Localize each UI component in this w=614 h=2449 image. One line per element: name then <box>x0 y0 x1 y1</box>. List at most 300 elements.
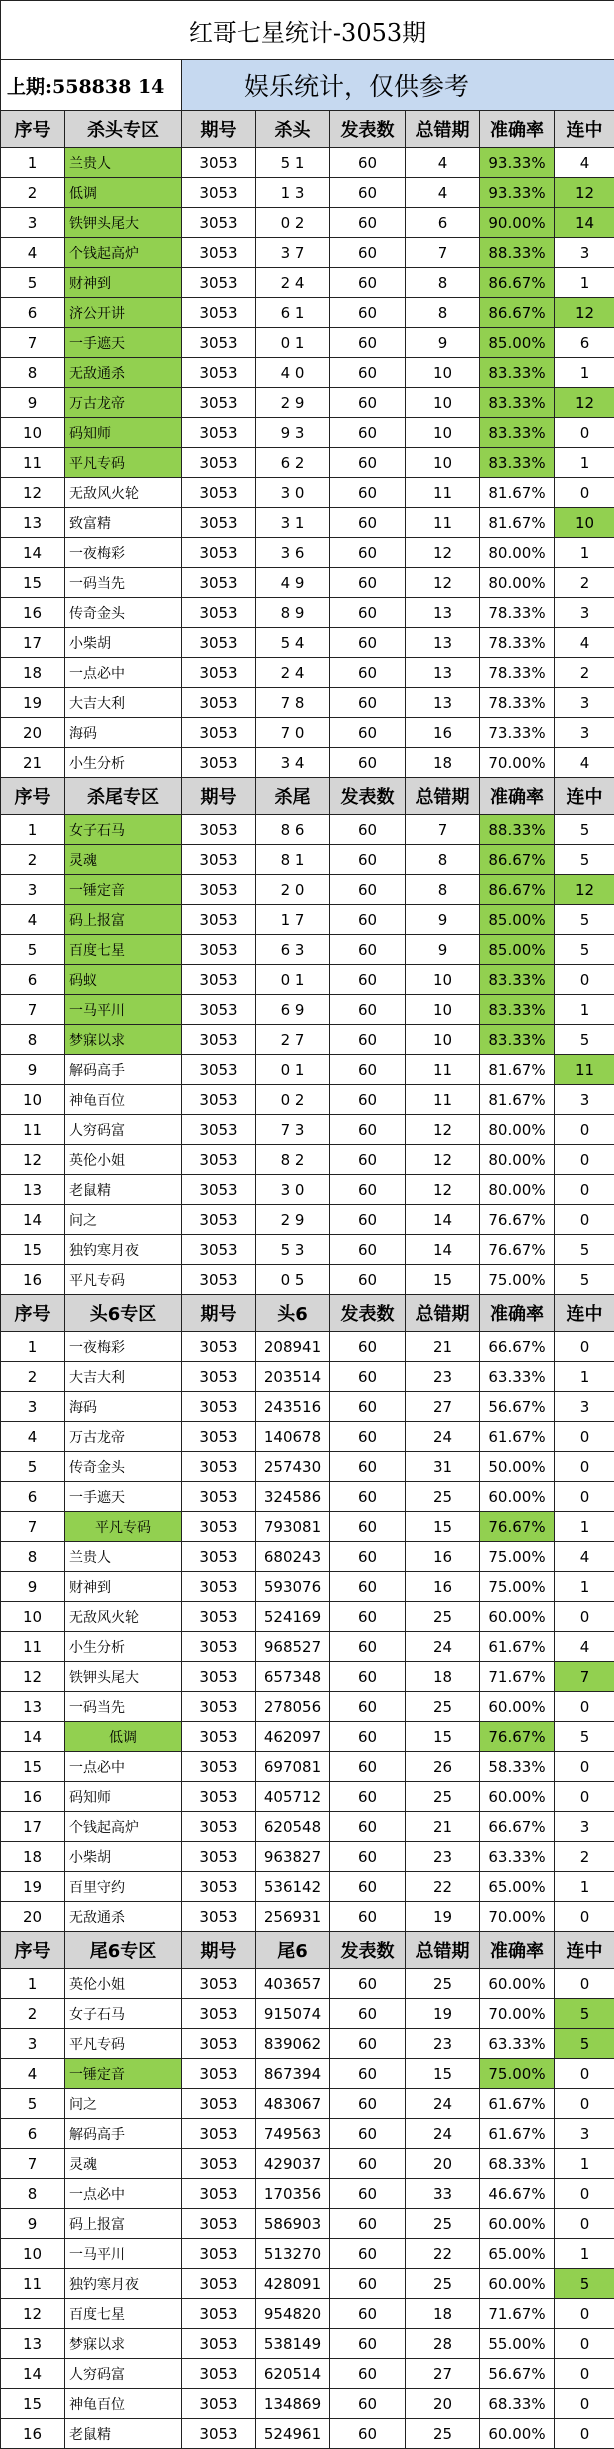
table-row <box>1 1332 614 1362</box>
streak-count: 1 <box>555 1572 614 1602</box>
predictor-name: 传奇金头 <box>65 598 182 628</box>
accuracy-rate: 80.00% <box>480 538 555 568</box>
miss-count: 11 <box>406 478 480 508</box>
streak-count: 5 <box>555 1235 614 1265</box>
prediction-value: 3 7 <box>256 238 330 268</box>
accuracy-rate: 85.00% <box>480 905 555 935</box>
period-number: 3053 <box>182 995 256 1025</box>
period-number: 3053 <box>182 1025 256 1055</box>
prediction-value: 5 3 <box>256 1235 330 1265</box>
predictor-name: 码上报富 <box>65 2209 182 2239</box>
streak-count: 10 <box>555 508 614 538</box>
header-zone: 头6专区 <box>65 1295 182 1332</box>
table-row <box>1 1055 614 1085</box>
table-row <box>1 2029 614 2059</box>
table-row <box>1 2359 614 2389</box>
accuracy-rate: 83.33% <box>480 448 555 478</box>
row-number: 8 <box>1 1025 65 1055</box>
accuracy-rate: 83.33% <box>480 388 555 418</box>
miss-count: 23 <box>406 1842 480 1872</box>
miss-count: 6 <box>406 208 480 238</box>
miss-count: 13 <box>406 688 480 718</box>
period-number: 3053 <box>182 1452 256 1482</box>
table-row <box>1 1392 614 1422</box>
row-number: 12 <box>1 1662 65 1692</box>
period-number: 3053 <box>182 568 256 598</box>
slogan-banner: 娱乐统计，仅供参考 <box>182 60 614 111</box>
predictor-name: 济公开讲 <box>65 298 182 328</box>
accuracy-rate: 78.33% <box>480 628 555 658</box>
table-row <box>1 1265 614 1295</box>
miss-count: 23 <box>406 2029 480 2059</box>
prediction-value: 793081 <box>256 1512 330 1542</box>
predictor-name: 无敌风火轮 <box>65 478 182 508</box>
accuracy-rate: 93.33% <box>480 148 555 178</box>
period-number: 3053 <box>182 1969 256 1999</box>
table-row <box>1 718 614 748</box>
post-count: 60 <box>330 1265 406 1295</box>
prediction-value: 620548 <box>256 1812 330 1842</box>
accuracy-rate: 60.00% <box>480 1482 555 1512</box>
prediction-value: 6 1 <box>256 298 330 328</box>
period-number: 3053 <box>182 2419 256 2449</box>
accuracy-rate: 80.00% <box>480 1145 555 1175</box>
predictor-name: 老鼠精 <box>65 2419 182 2449</box>
streak-count: 3 <box>555 1812 614 1842</box>
table-row <box>1 2239 614 2269</box>
post-count: 60 <box>330 1632 406 1662</box>
streak-count: 1 <box>555 2149 614 2179</box>
row-number: 9 <box>1 1572 65 1602</box>
post-count: 60 <box>330 1392 406 1422</box>
post-count: 60 <box>330 2179 406 2209</box>
header-count: 发表数 <box>330 1932 406 1969</box>
streak-count: 3 <box>555 598 614 628</box>
accuracy-rate: 90.00% <box>480 208 555 238</box>
streak-count: 2 <box>555 1842 614 1872</box>
prediction-value: 839062 <box>256 2029 330 2059</box>
predictor-name: 一点必中 <box>65 1752 182 1782</box>
miss-count: 22 <box>406 1872 480 1902</box>
table-row <box>1 1085 614 1115</box>
predictor-name: 一夜梅彩 <box>65 538 182 568</box>
prediction-value: 6 3 <box>256 935 330 965</box>
prediction-value: 524961 <box>256 2419 330 2449</box>
row-number: 7 <box>1 995 65 1025</box>
miss-count: 16 <box>406 718 480 748</box>
table-row <box>1 388 614 418</box>
post-count: 60 <box>330 1482 406 1512</box>
header-value: 杀尾 <box>256 778 330 815</box>
streak-count: 0 <box>555 1692 614 1722</box>
accuracy-rate: 68.33% <box>480 2389 555 2419</box>
streak-count: 11 <box>555 1055 614 1085</box>
table-row <box>1 658 614 688</box>
period-number: 3053 <box>182 1332 256 1362</box>
period-number: 3053 <box>182 268 256 298</box>
predictor-name: 百里守约 <box>65 1872 182 1902</box>
prediction-value: 243516 <box>256 1392 330 1422</box>
table-row <box>1 935 614 965</box>
miss-count: 18 <box>406 1662 480 1692</box>
row-number: 19 <box>1 688 65 718</box>
header-no: 序号 <box>1 778 65 815</box>
streak-count: 0 <box>555 2329 614 2359</box>
table-row <box>1 748 614 778</box>
table-row <box>1 328 614 358</box>
streak-count: 1 <box>555 268 614 298</box>
streak-count: 0 <box>555 1422 614 1452</box>
predictor-name: 铁钾头尾大 <box>65 1662 182 1692</box>
post-count: 60 <box>330 2149 406 2179</box>
miss-count: 15 <box>406 1512 480 1542</box>
row-number: 11 <box>1 1115 65 1145</box>
prediction-value: 0 1 <box>256 328 330 358</box>
prediction-value: 3 1 <box>256 508 330 538</box>
streak-count: 12 <box>555 388 614 418</box>
prediction-value: 0 2 <box>256 1085 330 1115</box>
predictor-name: 小生分析 <box>65 1632 182 1662</box>
accuracy-rate: 83.33% <box>480 1025 555 1055</box>
accuracy-rate: 81.67% <box>480 1055 555 1085</box>
predictor-name: 兰贵人 <box>65 1542 182 1572</box>
post-count: 60 <box>330 268 406 298</box>
streak-count: 4 <box>555 628 614 658</box>
miss-count: 23 <box>406 1362 480 1392</box>
period-number: 3053 <box>182 2179 256 2209</box>
post-count: 60 <box>330 2389 406 2419</box>
period-number: 3053 <box>182 815 256 845</box>
predictor-name: 一码当先 <box>65 568 182 598</box>
prediction-value: 963827 <box>256 1842 330 1872</box>
miss-count: 14 <box>406 1205 480 1235</box>
header-value: 杀头 <box>256 111 330 148</box>
predictor-name: 码上报富 <box>65 905 182 935</box>
streak-count: 12 <box>555 178 614 208</box>
period-number: 3053 <box>182 1205 256 1235</box>
period-number: 3053 <box>182 1055 256 1085</box>
table-row <box>1 538 614 568</box>
period-number: 3053 <box>182 2299 256 2329</box>
table-row <box>1 1722 614 1752</box>
table-row <box>1 1902 614 1932</box>
miss-count: 8 <box>406 298 480 328</box>
prediction-value: 483067 <box>256 2089 330 2119</box>
predictor-name: 一码当先 <box>65 1692 182 1722</box>
miss-count: 10 <box>406 418 480 448</box>
header-streak: 连中 <box>555 778 614 815</box>
predictor-name: 女子石马 <box>65 815 182 845</box>
streak-count: 5 <box>555 935 614 965</box>
miss-count: 19 <box>406 1902 480 1932</box>
streak-count: 1 <box>555 2239 614 2269</box>
miss-count: 15 <box>406 1265 480 1295</box>
table-row <box>1 1145 614 1175</box>
miss-count: 11 <box>406 508 480 538</box>
predictor-name: 海码 <box>65 718 182 748</box>
accuracy-rate: 65.00% <box>480 2239 555 2269</box>
accuracy-rate: 86.67% <box>480 298 555 328</box>
table-row <box>1 208 614 238</box>
post-count: 60 <box>330 208 406 238</box>
prediction-value: 586903 <box>256 2209 330 2239</box>
row-number: 1 <box>1 148 65 178</box>
miss-count: 25 <box>406 1969 480 1999</box>
prediction-value: 134869 <box>256 2389 330 2419</box>
prediction-value: 0 2 <box>256 208 330 238</box>
miss-count: 31 <box>406 1452 480 1482</box>
accuracy-rate: 55.00% <box>480 2329 555 2359</box>
period-number: 3053 <box>182 2089 256 2119</box>
post-count: 60 <box>330 1812 406 1842</box>
row-number: 3 <box>1 1392 65 1422</box>
table-row <box>1 2389 614 2419</box>
predictor-name: 解码高手 <box>65 2119 182 2149</box>
streak-count: 4 <box>555 1632 614 1662</box>
prediction-value: 915074 <box>256 1999 330 2029</box>
streak-count: 12 <box>555 875 614 905</box>
post-count: 60 <box>330 1662 406 1692</box>
post-count: 60 <box>330 1332 406 1362</box>
period-number: 3053 <box>182 1362 256 1392</box>
table-row <box>1 905 614 935</box>
streak-count: 5 <box>555 1999 614 2029</box>
previous-result: 上期:558838 14 <box>1 60 182 111</box>
post-count: 60 <box>330 1602 406 1632</box>
period-number: 3053 <box>182 845 256 875</box>
predictor-name: 神龟百位 <box>65 2389 182 2419</box>
row-number: 13 <box>1 2329 65 2359</box>
header-count: 发表数 <box>330 111 406 148</box>
prediction-value: 867394 <box>256 2059 330 2089</box>
period-number: 3053 <box>182 1692 256 1722</box>
period-number: 3053 <box>182 148 256 178</box>
period-number: 3053 <box>182 2329 256 2359</box>
post-count: 60 <box>330 2359 406 2389</box>
accuracy-rate: 71.67% <box>480 1662 555 1692</box>
accuracy-rate: 60.00% <box>480 1692 555 1722</box>
predictor-name: 平凡专码 <box>65 448 182 478</box>
header-period: 期号 <box>182 778 256 815</box>
period-number: 3053 <box>182 358 256 388</box>
predictor-name: 独钓寒月夜 <box>65 1235 182 1265</box>
row-number: 7 <box>1 2149 65 2179</box>
period-number: 3053 <box>182 1235 256 1265</box>
miss-count: 18 <box>406 748 480 778</box>
section-header-row <box>1 778 614 815</box>
post-count: 60 <box>330 1969 406 1999</box>
predictor-name: 小柴胡 <box>65 1842 182 1872</box>
miss-count: 21 <box>406 1332 480 1362</box>
accuracy-rate: 70.00% <box>480 1999 555 2029</box>
predictor-name: 低调 <box>65 1722 182 1752</box>
miss-count: 13 <box>406 598 480 628</box>
row-number: 18 <box>1 1842 65 1872</box>
miss-count: 24 <box>406 2089 480 2119</box>
accuracy-rate: 85.00% <box>480 935 555 965</box>
table-row <box>1 2179 614 2209</box>
accuracy-rate: 56.67% <box>480 2359 555 2389</box>
streak-count: 5 <box>555 815 614 845</box>
predictor-name: 一手遮天 <box>65 1482 182 1512</box>
predictor-name: 一夜梅彩 <box>65 1332 182 1362</box>
prediction-value: 5 1 <box>256 148 330 178</box>
predictor-name: 问之 <box>65 2089 182 2119</box>
period-number: 3053 <box>182 448 256 478</box>
row-number: 20 <box>1 718 65 748</box>
header-period: 期号 <box>182 1295 256 1332</box>
streak-count: 0 <box>555 2089 614 2119</box>
predictor-name: 无敌风火轮 <box>65 1602 182 1632</box>
table-row <box>1 1662 614 1692</box>
post-count: 60 <box>330 478 406 508</box>
accuracy-rate: 86.67% <box>480 845 555 875</box>
predictor-name: 灵魂 <box>65 845 182 875</box>
table-row <box>1 1872 614 1902</box>
miss-count: 10 <box>406 388 480 418</box>
prediction-value: 968527 <box>256 1632 330 1662</box>
accuracy-rate: 58.33% <box>480 1752 555 1782</box>
predictor-name: 个钱起高炉 <box>65 238 182 268</box>
prediction-value: 208941 <box>256 1332 330 1362</box>
accuracy-rate: 46.67% <box>480 2179 555 2209</box>
post-count: 60 <box>330 1782 406 1812</box>
prediction-value: 203514 <box>256 1362 330 1392</box>
streak-count: 0 <box>555 1602 614 1632</box>
predictor-name: 兰贵人 <box>65 148 182 178</box>
prediction-value: 278056 <box>256 1692 330 1722</box>
post-count: 60 <box>330 905 406 935</box>
streak-count: 5 <box>555 1265 614 1295</box>
streak-count: 0 <box>555 478 614 508</box>
row-number: 11 <box>1 448 65 478</box>
accuracy-rate: 83.33% <box>480 358 555 388</box>
prediction-value: 2 9 <box>256 1205 330 1235</box>
post-count: 60 <box>330 1872 406 1902</box>
accuracy-rate: 50.00% <box>480 1452 555 1482</box>
accuracy-rate: 93.33% <box>480 178 555 208</box>
accuracy-rate: 76.67% <box>480 1722 555 1752</box>
post-count: 60 <box>330 1842 406 1872</box>
row-number: 21 <box>1 748 65 778</box>
prediction-value: 954820 <box>256 2299 330 2329</box>
prediction-value: 2 9 <box>256 388 330 418</box>
predictor-name: 海码 <box>65 1392 182 1422</box>
post-count: 60 <box>330 845 406 875</box>
row-number: 15 <box>1 568 65 598</box>
miss-count: 25 <box>406 1482 480 1512</box>
streak-count: 0 <box>555 2419 614 2449</box>
streak-count: 0 <box>555 1145 614 1175</box>
post-count: 60 <box>330 568 406 598</box>
miss-count: 9 <box>406 328 480 358</box>
miss-count: 7 <box>406 815 480 845</box>
miss-count: 14 <box>406 1235 480 1265</box>
period-number: 3053 <box>182 2029 256 2059</box>
period-number: 3053 <box>182 748 256 778</box>
row-number: 10 <box>1 2239 65 2269</box>
streak-count: 1 <box>555 1512 614 1542</box>
table-row <box>1 2119 614 2149</box>
accuracy-rate: 60.00% <box>480 1782 555 1812</box>
prediction-value: 8 6 <box>256 815 330 845</box>
period-number: 3053 <box>182 905 256 935</box>
streak-count: 3 <box>555 2119 614 2149</box>
post-count: 60 <box>330 875 406 905</box>
post-count: 60 <box>330 1542 406 1572</box>
accuracy-rate: 60.00% <box>480 1969 555 1999</box>
post-count: 60 <box>330 448 406 478</box>
header-value: 尾6 <box>256 1932 330 1969</box>
header-miss: 总错期 <box>406 1295 480 1332</box>
streak-count: 0 <box>555 418 614 448</box>
streak-count: 5 <box>555 845 614 875</box>
miss-count: 24 <box>406 1422 480 1452</box>
predictor-name: 一马平川 <box>65 995 182 1025</box>
row-number: 12 <box>1 478 65 508</box>
row-number: 15 <box>1 2389 65 2419</box>
predictor-name: 平凡专码 <box>65 2029 182 2059</box>
post-count: 60 <box>330 1115 406 1145</box>
miss-count: 27 <box>406 1392 480 1422</box>
table-row <box>1 1512 614 1542</box>
table-row <box>1 1452 614 1482</box>
row-number: 9 <box>1 1055 65 1085</box>
post-count: 60 <box>330 1205 406 1235</box>
row-number: 8 <box>1 2179 65 2209</box>
header-zone: 尾6专区 <box>65 1932 182 1969</box>
miss-count: 25 <box>406 2269 480 2299</box>
streak-count: 4 <box>555 148 614 178</box>
prediction-value: 5 4 <box>256 628 330 658</box>
streak-count: 5 <box>555 2029 614 2059</box>
post-count: 60 <box>330 238 406 268</box>
post-count: 60 <box>330 718 406 748</box>
prediction-value: 257430 <box>256 1452 330 1482</box>
streak-count: 3 <box>555 688 614 718</box>
table-row <box>1 2329 614 2359</box>
table-row <box>1 815 614 845</box>
prediction-value: 2 4 <box>256 658 330 688</box>
period-number: 3053 <box>182 965 256 995</box>
table-row <box>1 508 614 538</box>
prediction-value: 2 4 <box>256 268 330 298</box>
row-number: 14 <box>1 2359 65 2389</box>
row-number: 9 <box>1 388 65 418</box>
accuracy-rate: 61.67% <box>480 2119 555 2149</box>
row-number: 13 <box>1 508 65 538</box>
post-count: 60 <box>330 935 406 965</box>
table-row <box>1 2089 614 2119</box>
period-number: 3053 <box>182 418 256 448</box>
table-row <box>1 845 614 875</box>
accuracy-rate: 81.67% <box>480 1085 555 1115</box>
streak-count: 0 <box>555 1782 614 1812</box>
post-count: 60 <box>330 1722 406 1752</box>
miss-count: 13 <box>406 628 480 658</box>
period-number: 3053 <box>182 2209 256 2239</box>
table-row <box>1 1175 614 1205</box>
header-rate: 准确率 <box>480 1295 555 1332</box>
post-count: 60 <box>330 1175 406 1205</box>
prediction-value: 697081 <box>256 1752 330 1782</box>
accuracy-rate: 70.00% <box>480 1902 555 1932</box>
header-miss: 总错期 <box>406 778 480 815</box>
row-number: 8 <box>1 358 65 388</box>
accuracy-rate: 78.33% <box>480 598 555 628</box>
predictor-name: 一锤定音 <box>65 2059 182 2089</box>
accuracy-rate: 83.33% <box>480 965 555 995</box>
